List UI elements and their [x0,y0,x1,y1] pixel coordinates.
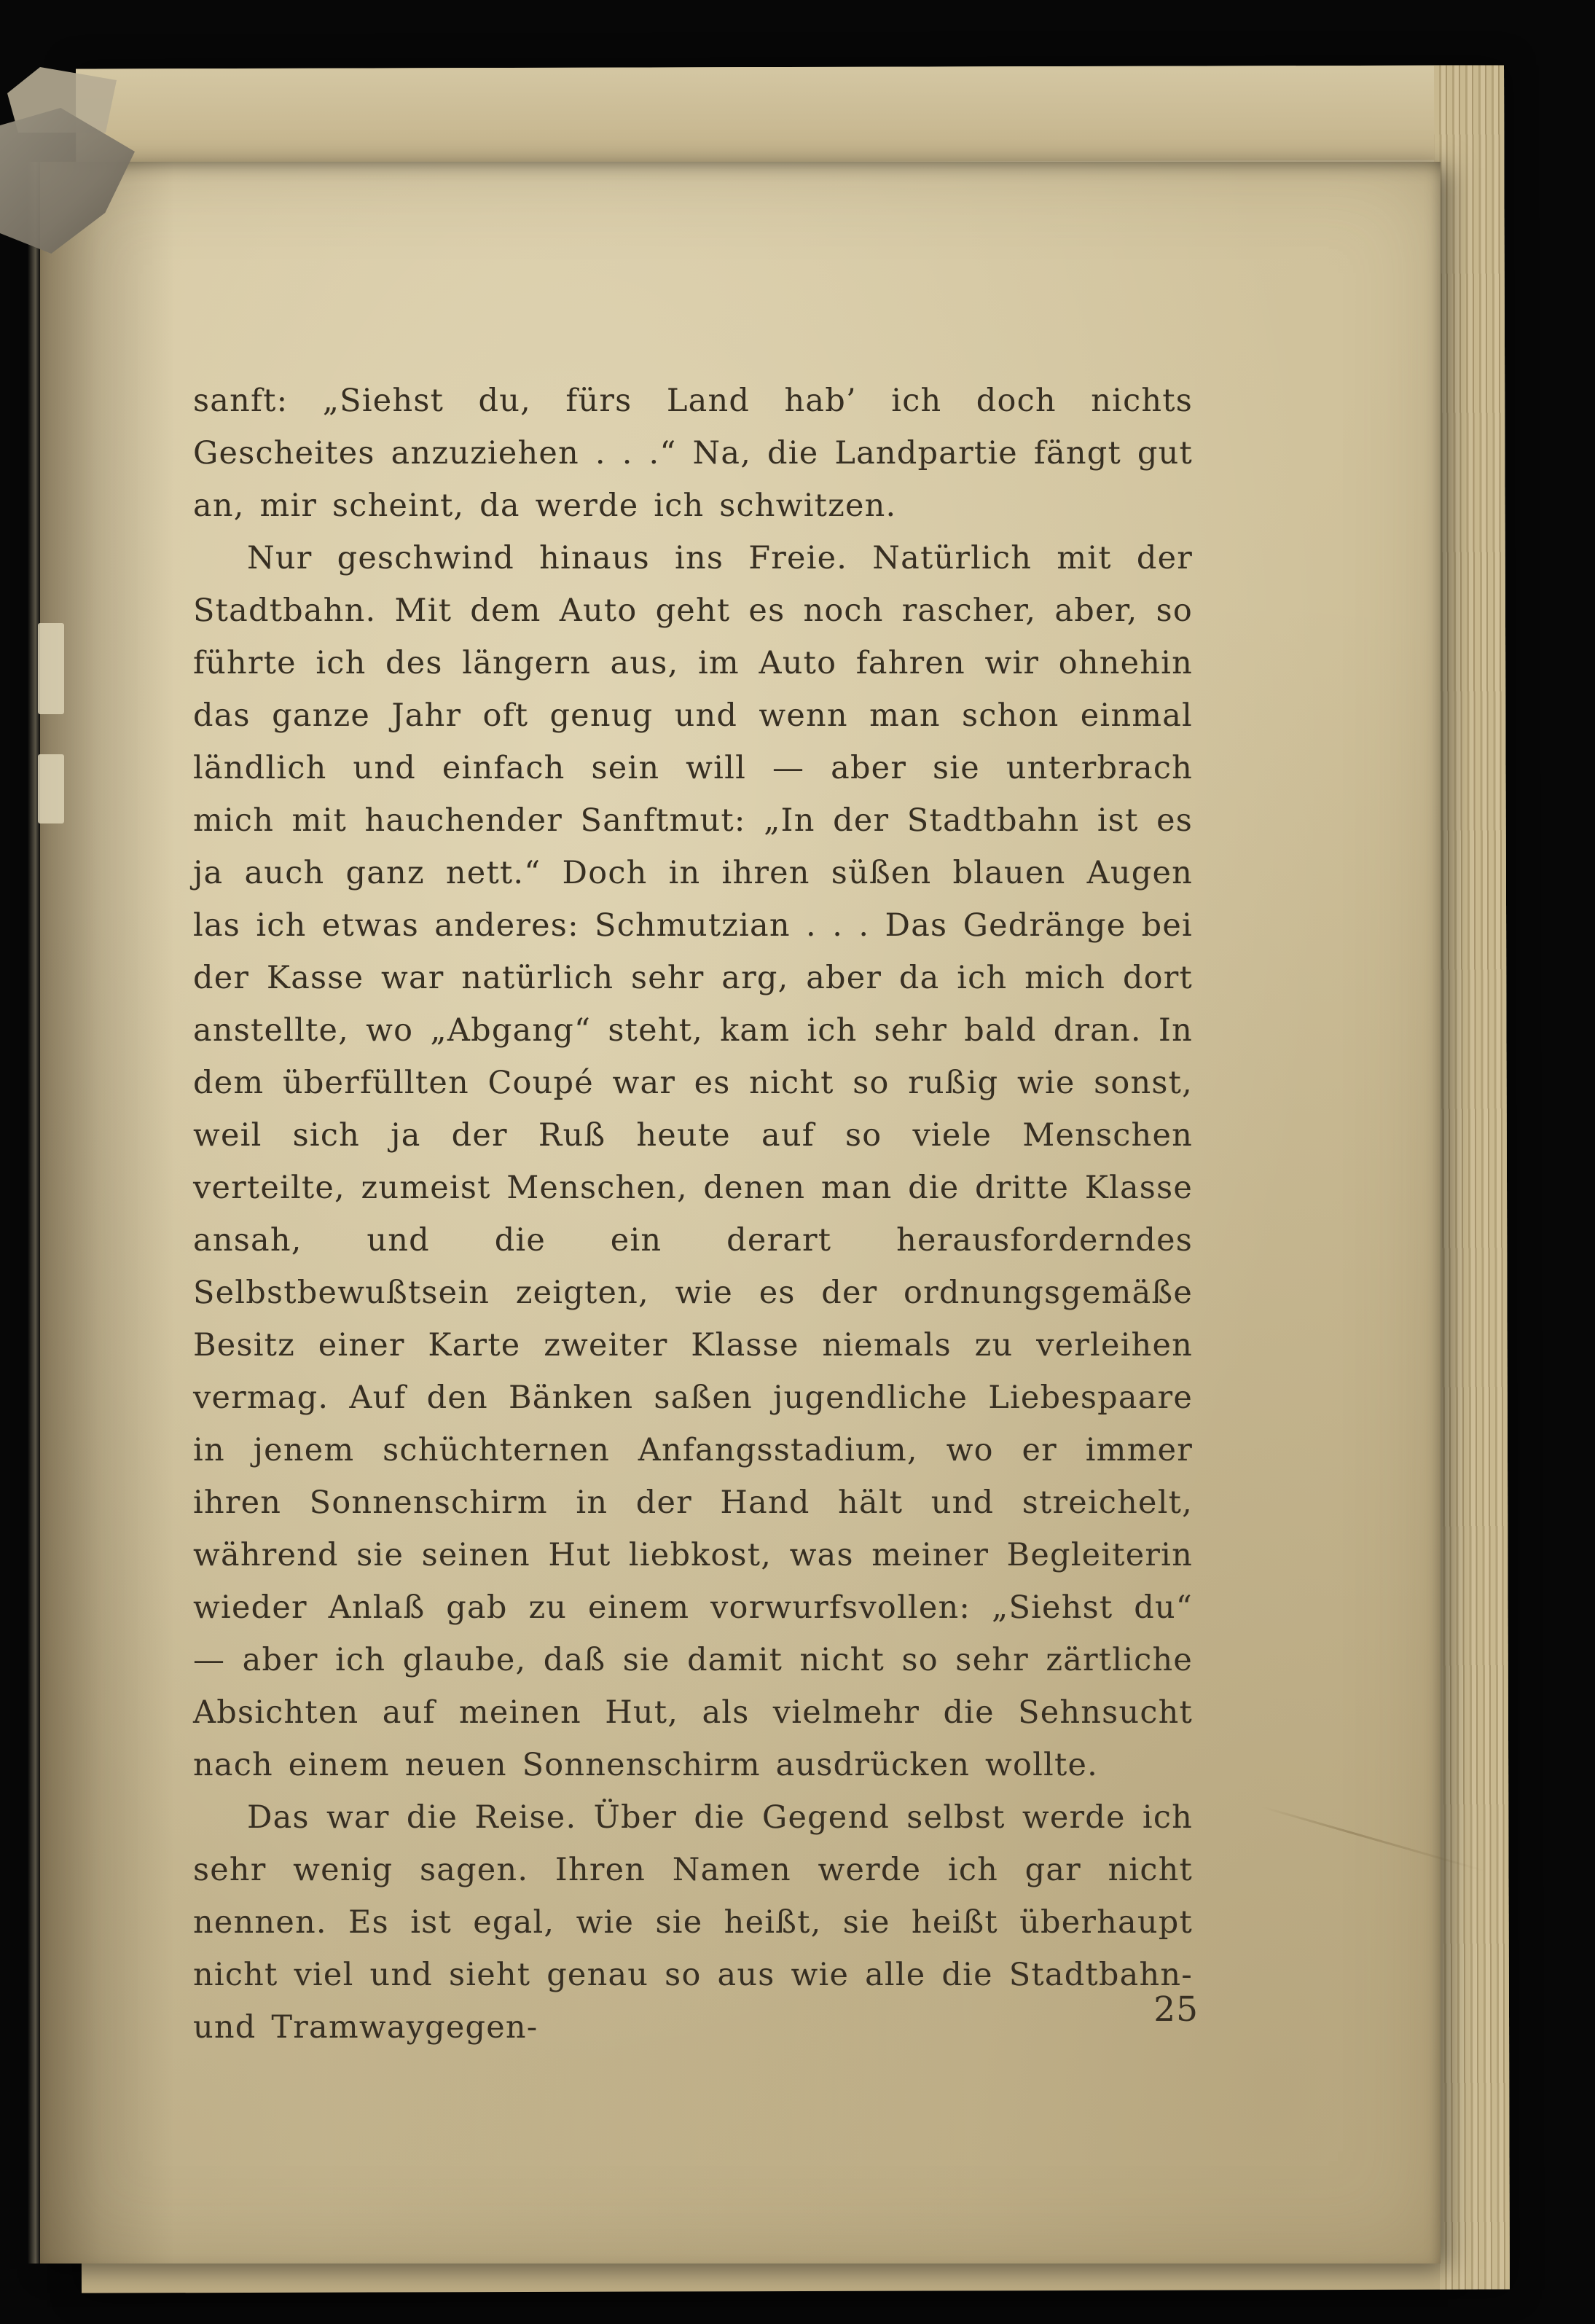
tape-mark [38,754,64,823]
paragraph-3: Das war die Reise. Über die Gegend selbst werde ich sehr wenig sagen. Ihren Namen werde ich gar nicht nennen. Es ist egal, wie sie heißt, sie heißt überhaupt nicht viel und sieht genau so aus wie alle die Stadtbahn- und Tramwaygegen- [193,1799,1193,2046]
page-number: 25 [1153,1990,1199,2030]
tape-mark [38,623,64,714]
book-page [40,162,1441,2264]
binding-gutter [28,162,41,2264]
paragraph-2: Nur geschwind hinaus ins Freie. Natürlich mit der Stadtbahn. Mit dem Auto geht es noch rascher, aber, so führte ich des längern aus, im Auto fahren wir ohnehin das ganze Jahr oft genug und wenn man schon einmal ländlich und einfach sein will — aber sie unterbrach mich mit hauchender Sanftmut: „In der Stadtbahn ist es ja auch ganz nett.“ Doch in ihren süßen blauen Augen las ich etwas anderes: Schmutzian . . . Das Gedränge bei der Kasse war natürlich sehr arg, aber da ich mich dort anstellte, wo „Abgang“ steht, kam ich sehr bald dran. In dem überfüllten Coupé war es nicht so rußig wie sonst, weil sich ja der Ruß heute auf so viele Menschen verteilte, zumeist Menschen, denen man die dritte Klasse ansah, und die ein derart herausforderndes Selbstbewußtsein zeigten, wie es der ordnungsgemäße Besitz einer Karte zweiter Klasse niemals zu verleihen vermag. Auf den Bänken saßen jugendliche Liebespaare in jenem schüchternen Anfangsstadium, wo er immer ihren Sonnenschirm in der Hand hält und streichelt, während sie seinen Hut liebkost, was meiner Begleiterin wieder Anlaß gab zu einem vorwurfsvollen: „Siehst du“ — aber ich glaube, daß sie damit nicht so sehr zärtliche Absichten auf meinen Hut, als vielmehr die Sehnsucht nach einem neuen Sonnenschirm ausdrücken wollte. [193,540,1193,1783]
binding-shadow [40,162,175,2264]
page-stack-fore-edge [1434,65,1510,2289]
page-stack-top-edge [76,65,1504,163]
paragraph-1: sanft: „Siehst du, fürs Land hab’ ich doch nichts Gescheites anzuziehen . . .“ Na, die Landpartie fängt gut an, mir scheint, da werde ich schwitzen. [193,383,1193,524]
page-text [193,375,1193,2054]
